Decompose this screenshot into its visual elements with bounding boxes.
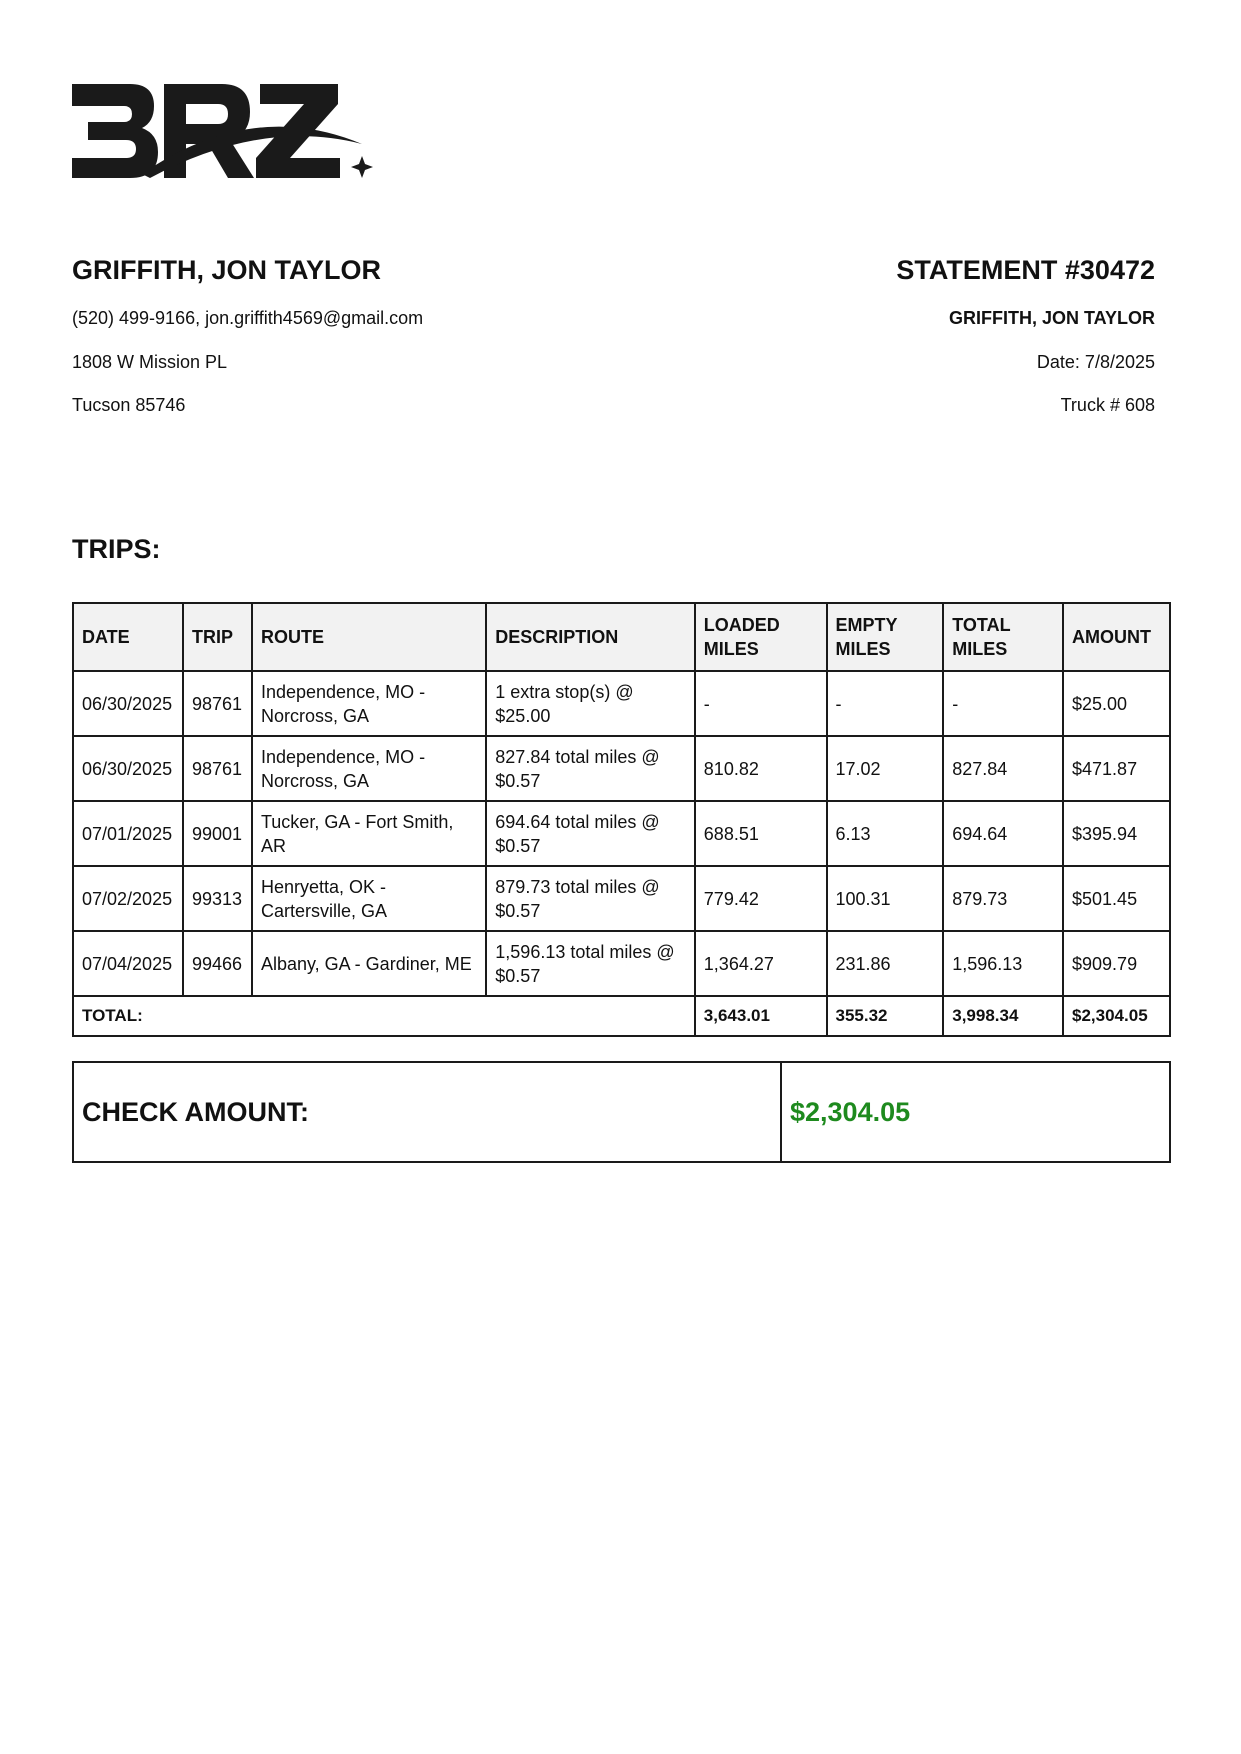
driver-contact: (520) 499-9166, jon.griffith4569@gmail.com [72, 308, 424, 328]
cell-route: Albany, GA - Gardiner, ME [252, 931, 486, 996]
statement-name: GRIFFITH, JON TAYLOR [948, 308, 1155, 328]
cell-route: Henryetta, OK - Cartersville, GA [252, 866, 486, 931]
col-header-total-miles: TOTAL MILES [943, 603, 1063, 671]
cell-description: 1 extra stop(s) @ $25.00 [486, 671, 695, 736]
cell-date: 07/02/2025 [73, 866, 183, 931]
cell-description: 694.64 total miles @ $0.57 [486, 801, 695, 866]
total-empty-miles: 355.32 [827, 996, 944, 1036]
col-header-trip: TRIP [183, 603, 252, 671]
brz-logo-mark [72, 78, 384, 196]
cell-amount: $395.94 [1063, 801, 1170, 866]
cell-description: 827.84 total miles @ $0.57 [486, 736, 695, 801]
cell-date: 06/30/2025 [73, 671, 183, 736]
cell-description: 879.73 total miles @ $0.57 [486, 866, 695, 931]
cell-total-miles: - [943, 671, 1063, 736]
cell-total-miles: 1,596.13 [943, 931, 1063, 996]
cell-trip: 98761 [183, 736, 252, 801]
col-header-date: DATE [73, 603, 183, 671]
driver-info [72, 252, 424, 415]
table-row [73, 866, 1170, 931]
cell-total-miles: 694.64 [943, 801, 1063, 866]
cell-description: 1,596.13 total miles @ $0.57 [486, 931, 695, 996]
col-header-description: DESCRIPTION [486, 603, 695, 671]
cell-route: Tucker, GA - Fort Smith, AR [252, 801, 486, 866]
cell-route: Independence, MO - Norcross, GA [252, 736, 486, 801]
col-header-empty-miles: EMPTY MILES [827, 603, 944, 671]
total-miles: 3,998.34 [943, 996, 1063, 1036]
statement-info [896, 252, 1155, 415]
cell-empty-miles: 6.13 [827, 801, 944, 866]
cell-loaded-miles: 688.51 [695, 801, 827, 866]
cell-empty-miles: 100.31 [827, 866, 944, 931]
table-row [73, 671, 1170, 736]
statement-date: Date: 7/8/2025 [1036, 352, 1155, 372]
table-row [73, 931, 1170, 996]
cell-total-miles: 879.73 [943, 866, 1063, 931]
cell-loaded-miles: 810.82 [695, 736, 827, 801]
cell-empty-miles: - [827, 671, 944, 736]
cell-date: 07/04/2025 [73, 931, 183, 996]
driver-name: GRIFFITH, JON TAYLOR [72, 255, 382, 285]
cell-amount: $501.45 [1063, 866, 1170, 931]
table-row [73, 801, 1170, 866]
cell-total-miles: 827.84 [943, 736, 1063, 801]
cell-loaded-miles: 779.42 [695, 866, 827, 931]
check-amount-label: CHECK AMOUNT: [73, 1062, 781, 1162]
cell-trip: 99001 [183, 801, 252, 866]
company-logo [72, 78, 384, 196]
cell-empty-miles: 17.02 [827, 736, 944, 801]
trips-heading: TRIPS: [72, 534, 161, 564]
col-header-route: ROUTE [252, 603, 486, 671]
cell-amount: $471.87 [1063, 736, 1170, 801]
cell-date: 07/01/2025 [73, 801, 183, 866]
total-loaded-miles: 3,643.01 [695, 996, 827, 1036]
cell-trip: 99466 [183, 931, 252, 996]
total-label: TOTAL: [73, 996, 695, 1036]
cell-amount: $25.00 [1063, 671, 1170, 736]
cell-loaded-miles: - [695, 671, 827, 736]
cell-loaded-miles: 1,364.27 [695, 931, 827, 996]
check-amount-box [72, 1061, 1171, 1163]
cell-amount: $909.79 [1063, 931, 1170, 996]
trips-table [72, 602, 1171, 1037]
table-row [73, 736, 1170, 801]
statement-truck: Truck # 608 [1060, 395, 1155, 415]
driver-address: 1808 W Mission PL [72, 352, 228, 372]
cell-trip: 99313 [183, 866, 252, 931]
cell-date: 06/30/2025 [73, 736, 183, 801]
col-header-amount: AMOUNT [1063, 603, 1170, 671]
cell-empty-miles: 231.86 [827, 931, 944, 996]
driver-city: Tucson 85746 [72, 395, 186, 415]
check-amount-value: $2,304.05 [781, 1062, 1170, 1162]
total-amount: $2,304.05 [1063, 996, 1170, 1036]
cell-trip: 98761 [183, 671, 252, 736]
total-row [73, 996, 1170, 1036]
table-header-row [73, 603, 1170, 671]
col-header-loaded-miles: LOADED MILES [695, 603, 827, 671]
statement-title: STATEMENT #30472 [896, 255, 1155, 285]
cell-route: Independence, MO - Norcross, GA [252, 671, 486, 736]
